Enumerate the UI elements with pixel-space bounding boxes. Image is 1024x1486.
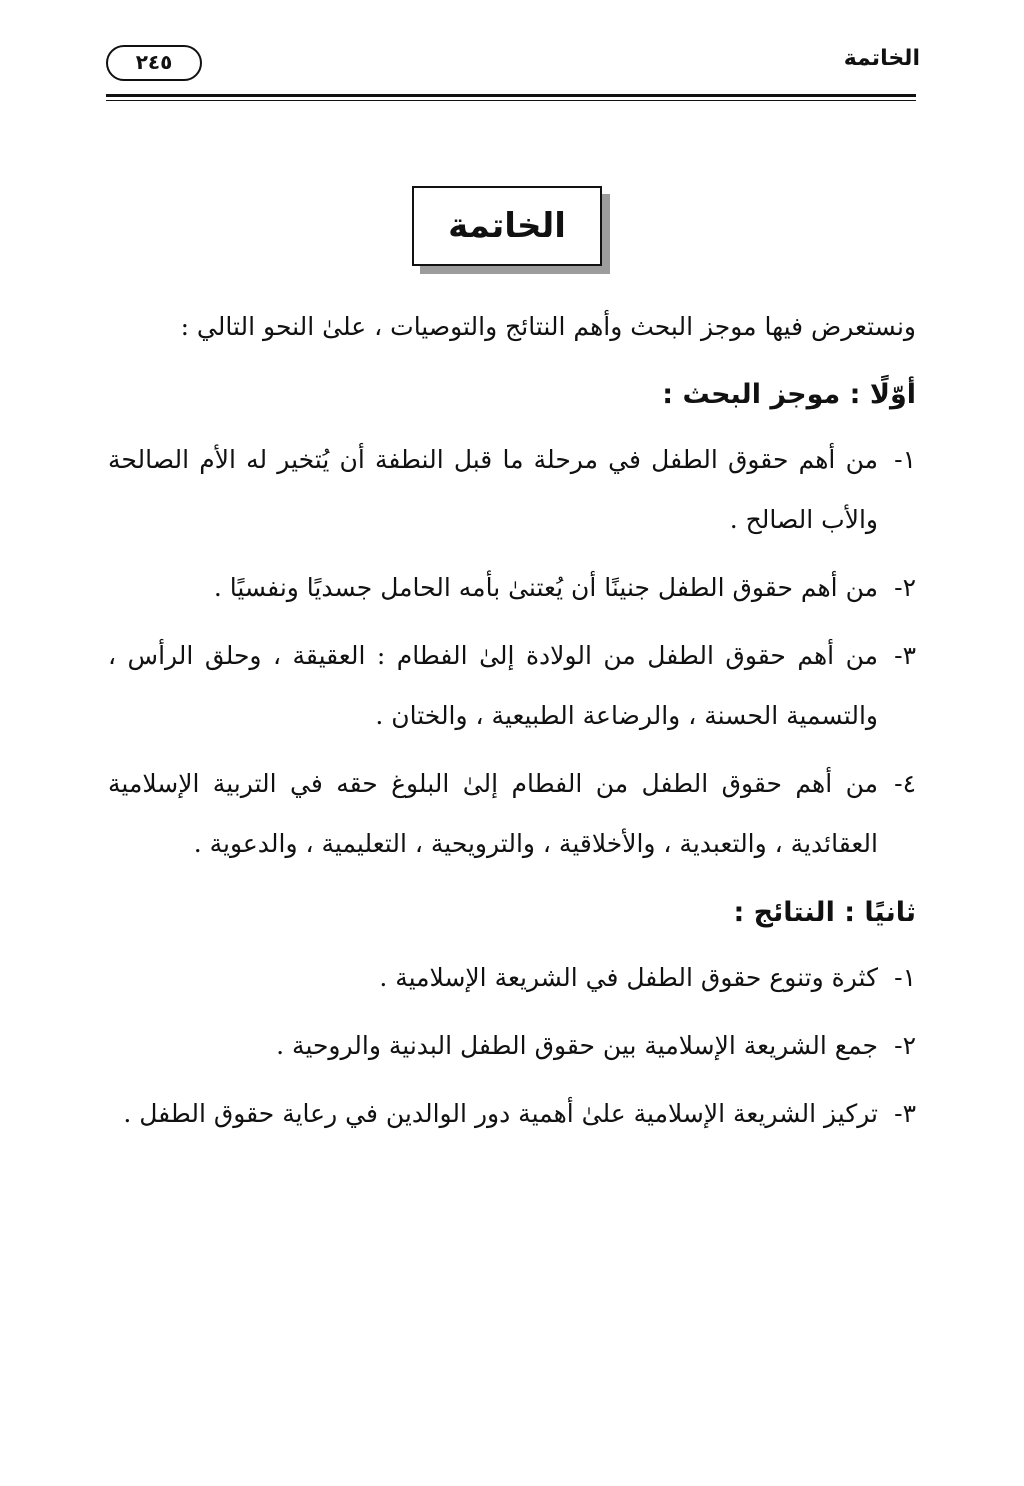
running-head-title: الخاتمة	[843, 46, 920, 71]
body-text	[108, 296, 916, 1152]
chapter-title-box: الخاتمة	[412, 186, 602, 266]
list-item-text: من أهم حقوق الطفل جنينًا أن يُعتنىٰ بأمه الحامل جسديًا ونفسيًا .	[213, 573, 878, 602]
section-heading-results: ثانيًا : النتائج :	[733, 897, 916, 928]
list-item	[108, 948, 916, 1008]
list-item-text: تركيز الشريعة الإسلامية علىٰ أهمية دور الوالدين في رعاية حقوق الطفل .	[123, 1099, 878, 1128]
intro-paragraph: ونستعرض فيها موجز البحث وأهم النتائج والتوصيات ، علىٰ النحو التالي :	[180, 312, 916, 341]
page-number-badge: ٢٤٥	[106, 45, 202, 81]
list-item	[108, 626, 916, 746]
list-item-text: من أهم حقوق الطفل من الولادة إلىٰ الفطام : العقيقة ، وحلق الرأس ، والتسمية الحسنة ، والرضاعة الطبيعية ، والختان .	[108, 641, 878, 730]
list-item-number: ٣-	[894, 1099, 916, 1128]
list-item-text: من أهم حقوق الطفل من الفطام إلىٰ البلوغ حقه في التربية الإسلامية العقائدية ، والتعبدية ، والأخلاقية ، والترويحية ، التعليمية ، والدعوية .	[108, 769, 878, 858]
section-heading-summary: أوّلًا : موجز البحث :	[662, 379, 916, 410]
header-rule-thin	[106, 100, 916, 101]
section-summary	[108, 364, 916, 874]
list-item-number: ١-	[894, 445, 916, 474]
list-item	[108, 1084, 916, 1144]
list-item-number: ٢-	[894, 573, 916, 602]
list-item	[108, 1016, 916, 1076]
list-item	[108, 430, 916, 550]
list-item-number: ١-	[894, 963, 916, 992]
list-item-number: ٢-	[894, 1031, 916, 1060]
list-item	[108, 754, 916, 874]
section-results	[108, 882, 916, 1144]
list-item	[108, 558, 916, 618]
list-item-text: من أهم حقوق الطفل في مرحلة ما قبل النطفة أن يُتخير له الأم الصالحة والأب الصالح .	[108, 445, 878, 534]
list-item-text: جمع الشريعة الإسلامية بين حقوق الطفل البدنية والروحية .	[276, 1031, 878, 1060]
list-item-text: كثرة وتنوع حقوق الطفل في الشريعة الإسلامية .	[379, 963, 878, 992]
list-item-number: ٣-	[894, 641, 916, 670]
header-rule-thick	[106, 94, 916, 97]
list-item-number: ٤-	[894, 769, 916, 798]
